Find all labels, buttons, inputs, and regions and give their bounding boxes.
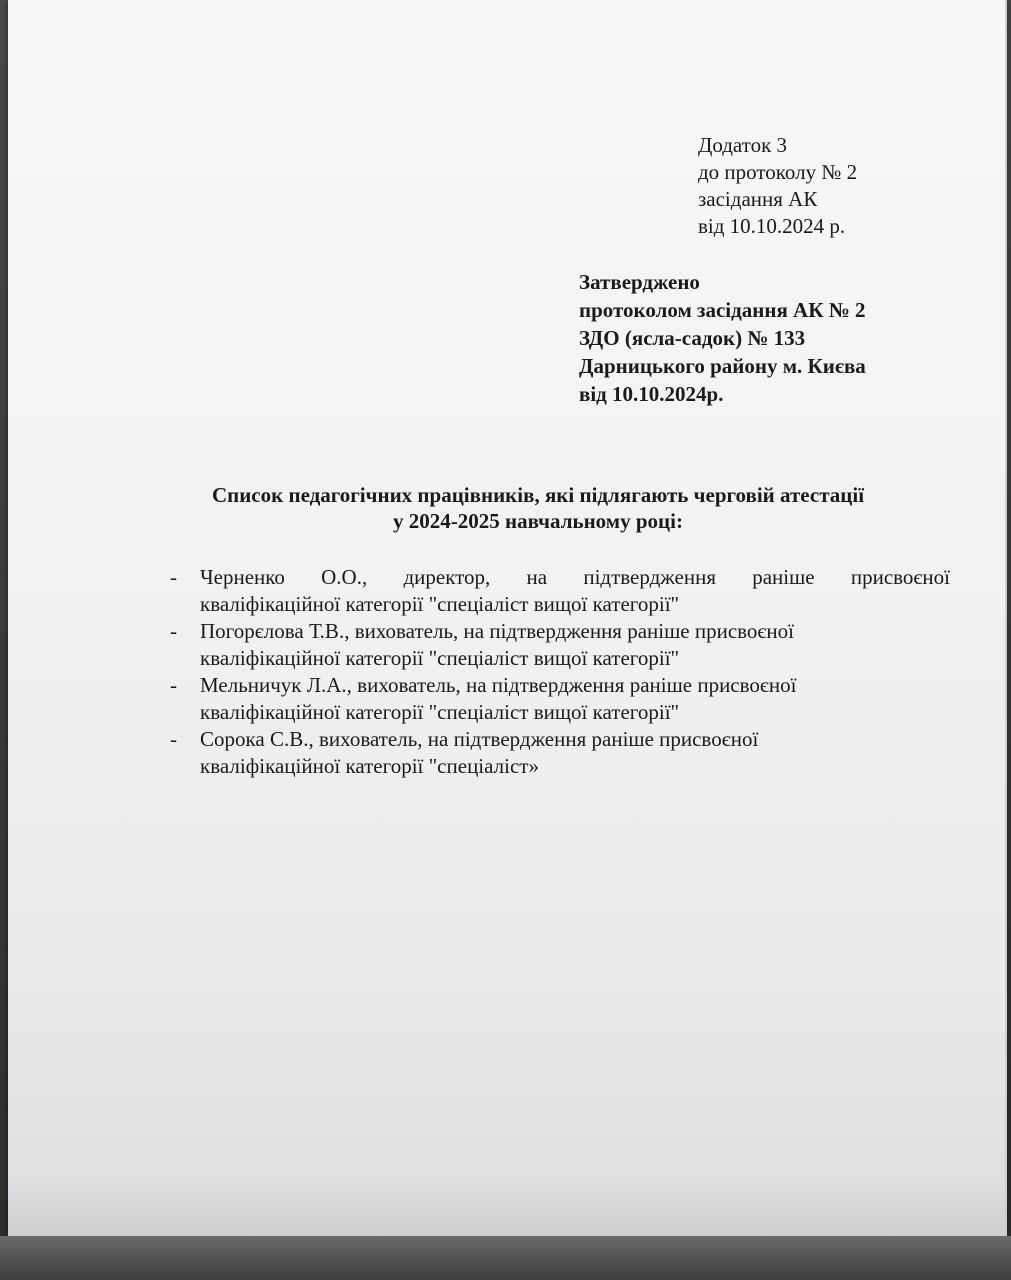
photo-bottom-edge	[0, 1236, 1011, 1280]
list-item	[170, 726, 950, 780]
title-line-1: Список педагогічних працівників, які підлягають черговій атестації	[211, 483, 865, 507]
list-item	[170, 618, 950, 672]
approval-line-5: від 10.10.2024р.	[579, 382, 724, 406]
approval-line-4: Дарницького району м. Києва	[579, 354, 866, 378]
list-item	[170, 672, 950, 726]
approval-line-1: Затверджено	[579, 270, 700, 294]
title-line-2: у 2024-2025 навчальному році:	[393, 509, 683, 533]
appendix-line-1: Додаток 3	[698, 133, 788, 157]
appendix-line-3: засідання АК	[698, 187, 818, 211]
list-item-line-2: кваліфікаційної категорії "спеціаліст вищої категорії"	[200, 700, 680, 724]
list-item-line-2: кваліфікаційної категорії "спеціаліст»	[200, 754, 539, 778]
document-sheet	[8, 0, 1007, 1236]
appendix-line-2: до протоколу № 2	[698, 160, 858, 184]
list-item-line-2: кваліфікаційної категорії "спеціаліст вищої категорії"	[200, 646, 680, 670]
word: О.О.,	[321, 565, 368, 589]
list-item-line-1: Погорєлова Т.В., вихователь, на підтвердження раніше присвоєної	[200, 619, 795, 643]
list-item-line-1: Сорока С.В., вихователь, на підтвердження раніше присвоєної	[200, 727, 759, 751]
list-bullet: -	[170, 619, 177, 643]
approval-line-2: протоколом засідання АК № 2	[579, 298, 866, 322]
list-item	[170, 564, 950, 618]
list-bullet: -	[170, 727, 177, 751]
list-bullet: -	[170, 673, 177, 697]
word: на	[526, 565, 548, 589]
document-title	[8, 482, 1011, 534]
word: Черненко	[200, 565, 285, 589]
appendix-line-4: від 10.10.2024 р.	[698, 214, 846, 238]
approval-block	[579, 268, 866, 408]
staff-list	[170, 564, 950, 780]
list-item-line-1	[200, 564, 950, 591]
word: підтвердження	[583, 565, 716, 589]
word: директор,	[403, 565, 491, 589]
list-bullet: -	[170, 565, 177, 589]
word: раніше	[752, 565, 815, 589]
list-item-line-1: Мельничук Л.А., вихователь, на підтвердження раніше присвоєної	[200, 673, 797, 697]
list-item-line-2: кваліфікаційної категорії "спеціаліст вищої категорії"	[200, 592, 680, 616]
word: присвоєної	[850, 565, 950, 589]
approval-line-3: ЗДО (ясла-садок) № 133	[579, 326, 806, 350]
appendix-block	[698, 132, 857, 240]
